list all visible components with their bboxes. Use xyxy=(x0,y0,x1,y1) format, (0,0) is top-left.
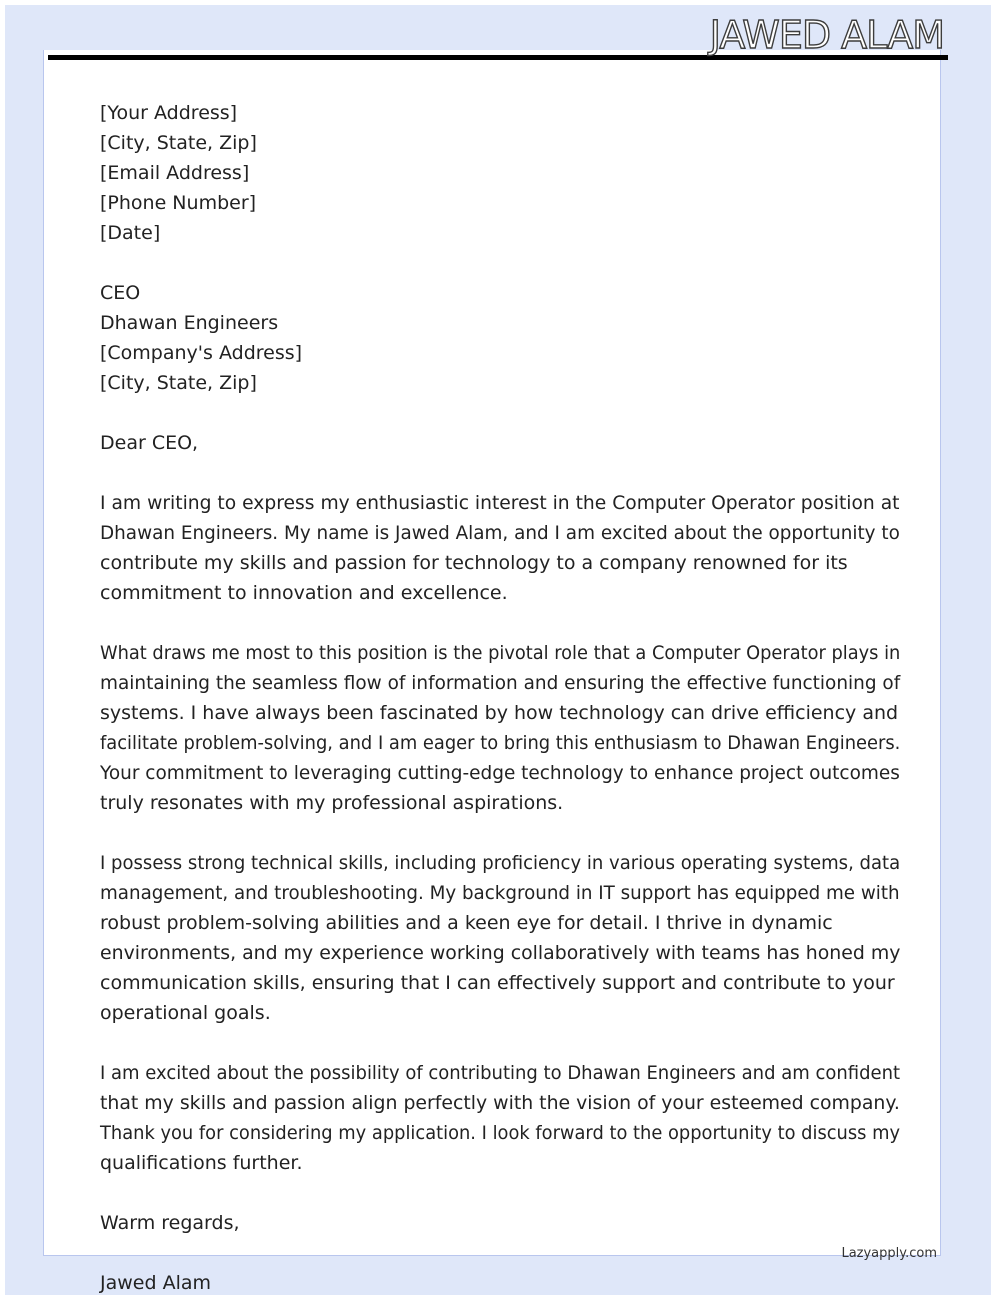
paragraph-line: commitment to innovation and excellence. xyxy=(100,582,508,604)
paragraph-line: What draws me most to this position is the pivotal role that a Computer Operator plays in xyxy=(100,642,901,664)
paragraph-3 xyxy=(100,848,900,1028)
paragraph-line: that my skills and passion align perfectly with the vision of your esteemed company. xyxy=(100,1092,900,1114)
paragraph-line: environments, and my experience working collaboratively with teams has honed my xyxy=(100,942,901,964)
salutation: Dear CEO, xyxy=(100,432,199,454)
recipient-city-state-zip: [City, State, Zip] xyxy=(100,372,257,394)
paragraph-line: maintaining the seamless flow of information and ensuring the effective functioning of xyxy=(100,672,901,694)
paragraph-line: I am excited about the possibility of contributing to Dhawan Engineers and am confident xyxy=(100,1062,901,1084)
recipient-address: [Company's Address] xyxy=(100,342,303,364)
recipient-company: Dhawan Engineers xyxy=(100,312,279,334)
paragraph-line: truly resonates with my professional aspirations. xyxy=(100,792,564,814)
sender-email: [Email Address] xyxy=(100,162,250,184)
paragraph-line: robust problem-solving abilities and a keen eye for detail. I thrive in dynamic xyxy=(100,912,833,934)
recipient-title: CEO xyxy=(100,282,141,304)
paragraph-line: qualifications further. xyxy=(100,1152,303,1174)
paragraph-line: Thank you for considering my application. I look forward to the opportunity to discuss my xyxy=(100,1122,901,1144)
paragraph-line: systems. I have always been fascinated by how technology can drive efficiency and xyxy=(100,702,899,724)
paragraph-line: facilitate problem-solving, and I am eager to bring this enthusiasm to Dhawan Engineers. xyxy=(100,732,901,754)
paragraph-line: contribute my skills and passion for technology to a company renowned for its xyxy=(100,552,848,574)
sender-address: [Your Address] xyxy=(100,102,238,124)
letter-date: [Date] xyxy=(100,222,161,244)
paragraph-line: I am writing to express my enthusiastic interest in the Computer Operator position at xyxy=(100,492,900,514)
signature-name: Jawed Alam xyxy=(100,1272,212,1294)
paragraph-1 xyxy=(100,488,900,608)
watermark: Lazyapply.com xyxy=(841,1246,937,1261)
paragraph-line: Your commitment to leveraging cutting-edge technology to enhance project outcomes xyxy=(100,762,900,784)
header-name: JAWED ALAM xyxy=(709,13,944,57)
paragraph-line: operational goals. xyxy=(100,1002,271,1024)
sender-city-state-zip: [City, State, Zip] xyxy=(100,132,257,154)
closing: Warm regards, xyxy=(100,1212,240,1234)
paragraph-2 xyxy=(100,638,900,818)
paragraph-line: communication skills, ensuring that I can effectively support and contribute to your xyxy=(100,972,895,994)
sender-phone: [Phone Number] xyxy=(100,192,257,214)
paragraph-4 xyxy=(100,1058,900,1178)
letter-body xyxy=(100,98,900,1298)
paragraph-line: management, and troubleshooting. My background in IT support has equipped me with xyxy=(100,882,900,904)
paragraph-line: Dhawan Engineers. My name is Jawed Alam, and I am excited about the opportunity to xyxy=(100,522,900,544)
paragraph-line: I possess strong technical skills, including proficiency in various operating systems, data xyxy=(100,852,901,874)
